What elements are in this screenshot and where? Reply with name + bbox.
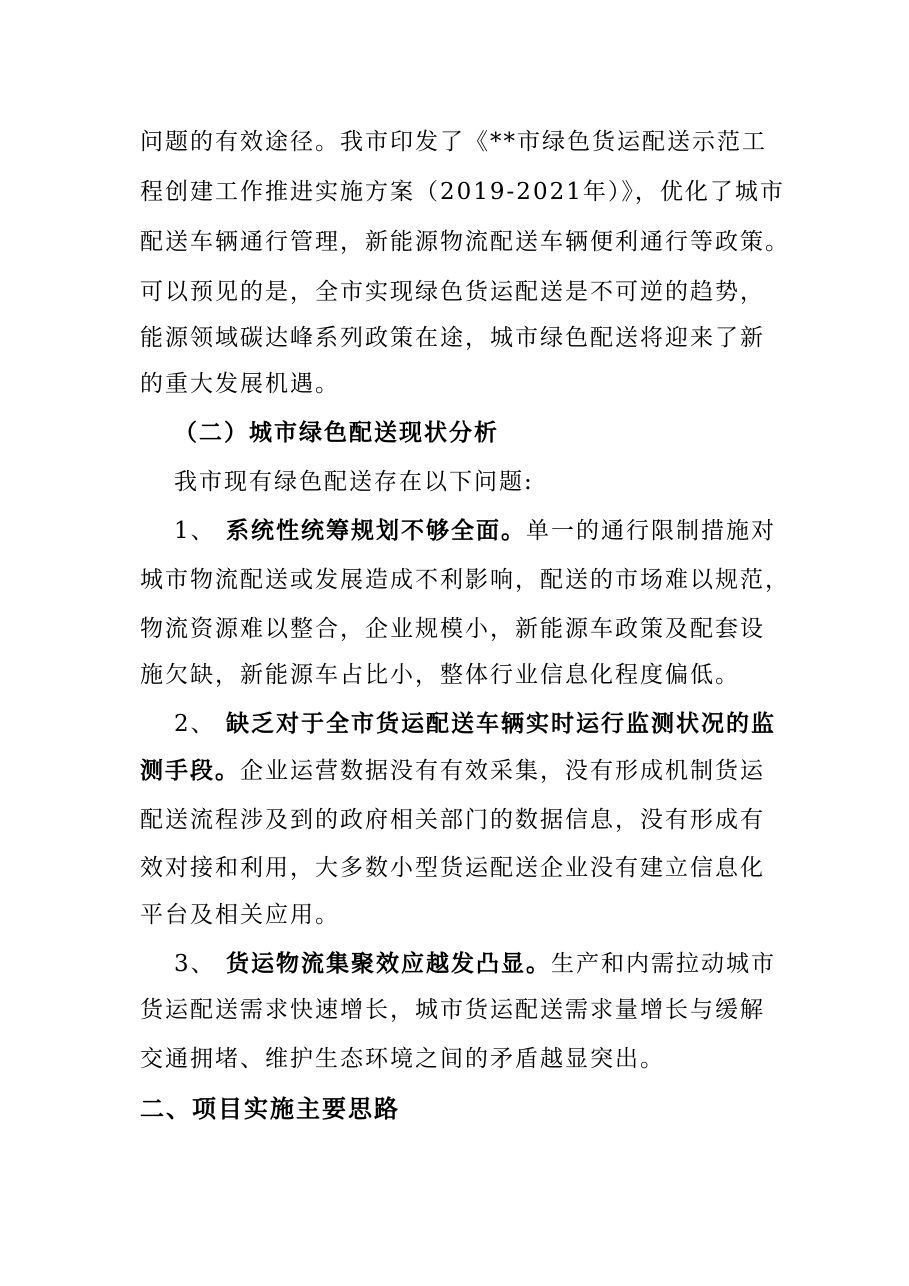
item-text: 单一的通行限制措施对 — [526, 518, 776, 544]
paragraph-line: 物流资源难以整合，企业规模小，新能源车政策及配套设 — [140, 616, 765, 642]
paragraph-line — [140, 756, 780, 786]
paragraph-line: 配送流程涉及到的政府相关部门的数据信息，没有形成有 — [140, 807, 765, 833]
paragraph-line: 平台及相关应用。 — [140, 902, 340, 928]
paragraph-line: 的重大发展机遇。 — [140, 371, 340, 397]
paragraph-line: 问题的有效途径。我市印发了《**市绿色货运配送示范工 — [140, 129, 767, 155]
item-number: 3、 — [174, 951, 216, 977]
paragraph-line: 货运配送需求快速增长，城市货运配送需求量增长与缓解 — [140, 997, 765, 1023]
paragraph-line: 能源领域碳达峰系列政策在途，城市绿色配送将迎来了新 — [140, 325, 765, 351]
item-number: 2、 — [174, 711, 216, 737]
list-item-3 — [174, 949, 814, 979]
paragraph-line: 可以预见的是，全市实现绿色货运配送是不可逆的趋势， — [140, 279, 765, 305]
paragraph-line: 城市物流配送或发展造成不利影响，配送的市场难以规范， — [140, 567, 790, 593]
chapter-heading: 二、项目实施主要思路 — [140, 1094, 400, 1123]
paragraph-line: 效对接和利用，大多数小型货运配送企业没有建立信息化 — [140, 855, 765, 881]
item-number: 1、 — [174, 518, 216, 544]
item-text: 生产和内需拉动城市 — [551, 951, 776, 977]
paragraph-line: 交通拥堵、维护生态环境之间的矛盾越显突出。 — [140, 1046, 665, 1072]
paragraph-line: 程创建工作推进实施方案（2019-2021年）》，优化了城市 — [140, 179, 785, 205]
list-item-1 — [174, 516, 814, 546]
paragraph-line: 配送车辆通行管理，新能源物流配送车辆便利通行等政策。 — [140, 229, 790, 255]
item-title: 缺乏对于全市货运配送车辆实时运行监测状况的监 — [226, 710, 776, 737]
intro-line: 我市现有绿色配送存在以下问题: — [174, 469, 534, 495]
item-title-cont: 测手段。 — [140, 757, 240, 784]
item-title: 系统性统筹规划不够全面。 — [226, 517, 526, 544]
paragraph-line: 施欠缺，新能源车占比小，整体行业信息化程度偏低。 — [140, 662, 740, 688]
section-heading: （二）城市绿色配送现状分析 — [174, 419, 499, 446]
item-title: 货运物流集聚效应越发凸显。 — [226, 950, 551, 977]
item-text: 企业运营数据没有有效采集，没有形成机制货运 — [240, 758, 765, 784]
list-item-2 — [174, 709, 814, 739]
